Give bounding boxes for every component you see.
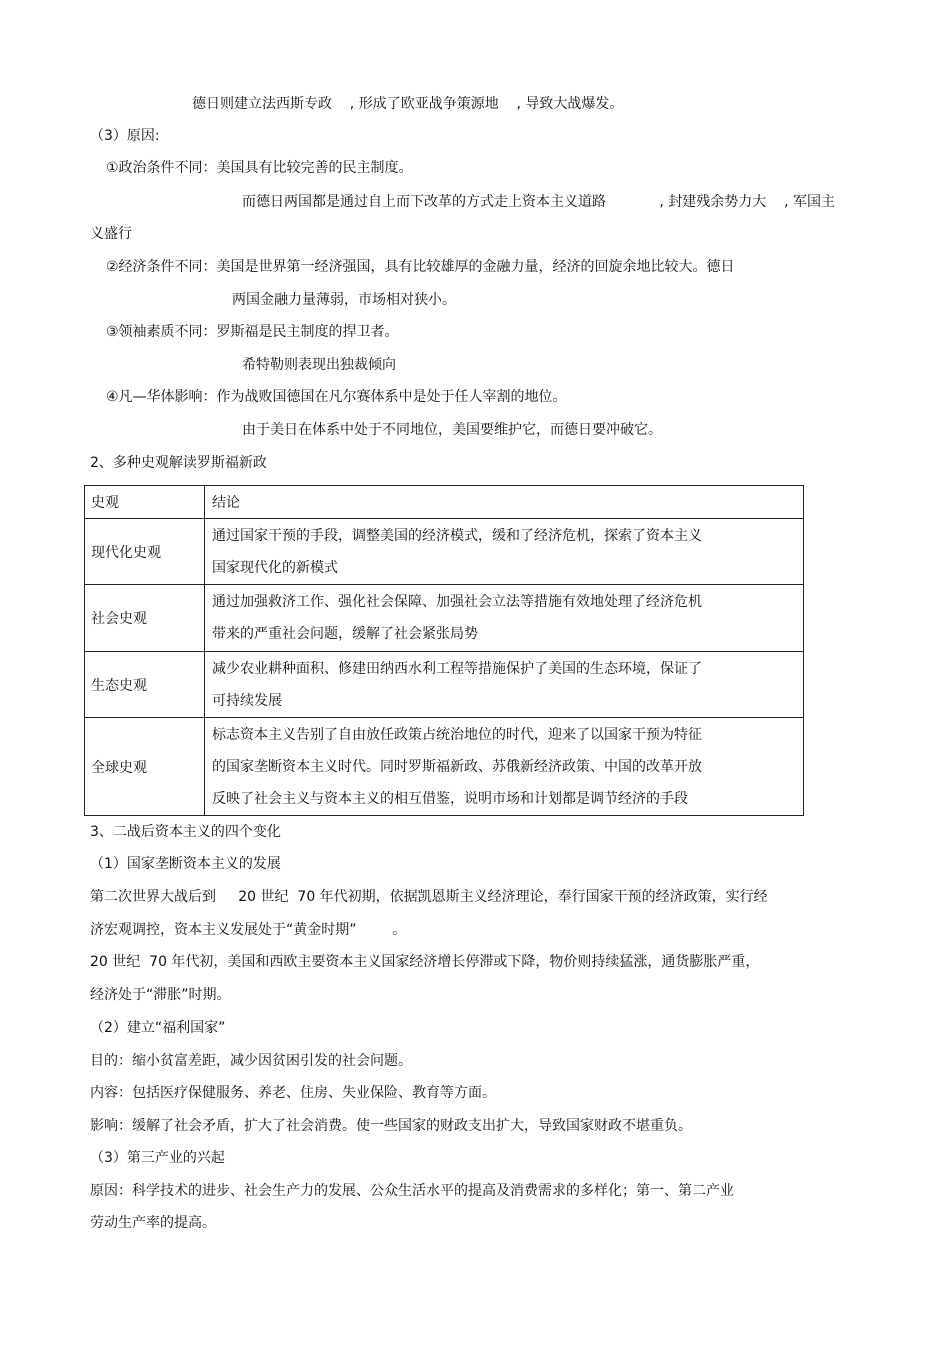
text-line: ③领袖素质不同：罗斯福是民主制度的捍卫者。 — [106, 324, 399, 340]
conclusion-line: 可持续发展 — [212, 692, 282, 709]
conclusion-cell — [205, 718, 804, 816]
text-line: 由于美日在体系中处于不同地位，美国要维护它，而德日要冲破它。 — [242, 422, 662, 438]
subsection-heading: （2）建立“福利国家” — [90, 1020, 226, 1036]
text-line: 第二次世界大战后到 20 世纪 70 年代初期，依据凯恩斯主义经济理论，奉行国家干预的经济政策，实行经 — [90, 889, 768, 905]
section-heading: （3）原因: — [90, 128, 160, 144]
text-line: 而德日两国都是通过自上而下改革的方式走上资本主义道路 , 封建残余势力大 , 军国主 — [242, 194, 836, 210]
conclusion-cell — [205, 585, 804, 652]
header-cell-conclusion: 结论 — [205, 486, 804, 519]
text-line: 德日则建立法西斯专政 , 形成了欧亚战争策源地 , 导致大战爆发。 — [192, 96, 624, 112]
text-line: 20 世纪 70 年代初，美国和西欧主要资本主义国家经济增长停滞或下降，物价则持续猛涨，通货膨胀严重， — [90, 954, 760, 970]
conclusion-cell — [205, 652, 804, 718]
text-line: 济宏观调控，资本主义发展处于“黄金时期” 。 — [90, 922, 407, 938]
conclusion-line: 标志资本主义告别了自由放任政策占统治地位的时代，迎来了以国家干预为特征 — [212, 726, 702, 743]
section-heading: 2、多种史观解读罗斯福新政 — [90, 455, 267, 471]
text-line: 义盛行 — [90, 226, 132, 242]
subsection-heading: （3）第三产业的兴起 — [90, 1150, 225, 1166]
view-cell: 生态史观 — [85, 652, 205, 718]
header-cell-view: 史观 — [85, 486, 205, 519]
text-line: 内容：包括医疗保健服务、养老、住房、失业保险、教育等方面。 — [90, 1085, 496, 1101]
conclusion-cell — [205, 519, 804, 585]
table-row — [85, 585, 804, 652]
text-line: 目的：缩小贫富差距，减少因贫困引发的社会问题。 — [90, 1053, 412, 1069]
conclusion-line: 反映了社会主义与资本主义的相互借鉴，说明市场和计划都是调节经济的手段 — [212, 790, 688, 807]
conclusion-line: 的国家垄断资本主义时代。同时罗斯福新政、苏俄新经济政策、中国的改革开放 — [212, 758, 702, 775]
conclusion-line: 通过国家干预的手段，调整美国的经济模式，缓和了经济危机，探索了资本主义 — [212, 527, 702, 544]
text-line: ②经济条件不同：美国是世界第一经济强国，具有比较雄厚的金融力量，经济的回旋余地比较大。德日 — [106, 259, 735, 275]
text-line: 希特勒则表现出独裁倾向 — [242, 357, 396, 373]
conclusion-line: 国家现代化的新模式 — [212, 559, 338, 576]
historical-views-table — [84, 485, 804, 816]
view-cell: 社会史观 — [85, 585, 205, 652]
text-line: ①政治条件不同：美国具有比较完善的民主制度。 — [106, 160, 413, 176]
conclusion-line: 减少农业耕种面积、修建田纳西水利工程等措施保护了美国的生态环境，保证了 — [212, 660, 702, 677]
section-heading: 3、二战后资本主义的四个变化 — [90, 824, 281, 840]
table-row — [85, 652, 804, 718]
table-row — [85, 519, 804, 585]
view-cell: 全球史观 — [85, 718, 205, 816]
conclusion-line: 通过加强救济工作、强化社会保障、加强社会立法等措施有效地处理了经济危机 — [212, 594, 702, 610]
text-line: 原因：科学技术的进步、社会生产力的发展、公众生活水平的提高及消费需求的多样化；第一、第二产业 — [90, 1183, 734, 1199]
text-line: 经济处于“滞胀”时期。 — [90, 987, 231, 1003]
table-header-row — [85, 486, 804, 519]
text-line: 两国金融力量薄弱，市场相对狭小。 — [232, 292, 456, 308]
view-cell: 现代化史观 — [85, 519, 205, 585]
conclusion-line: 带来的严重社会问题，缓解了社会紧张局势 — [212, 626, 478, 642]
text-line: 劳动生产率的提高。 — [90, 1215, 216, 1231]
text-line: ④凡—华体影响：作为战败国德国在凡尔赛体系中是处于任人宰割的地位。 — [106, 389, 567, 405]
subsection-heading: （1）国家垄断资本主义的发展 — [90, 856, 281, 872]
table-row — [85, 718, 804, 816]
text-line: 影响：缓解了社会矛盾，扩大了社会消费。使一些国家的财政支出扩大，导致国家财政不堪重负。 — [90, 1118, 692, 1134]
